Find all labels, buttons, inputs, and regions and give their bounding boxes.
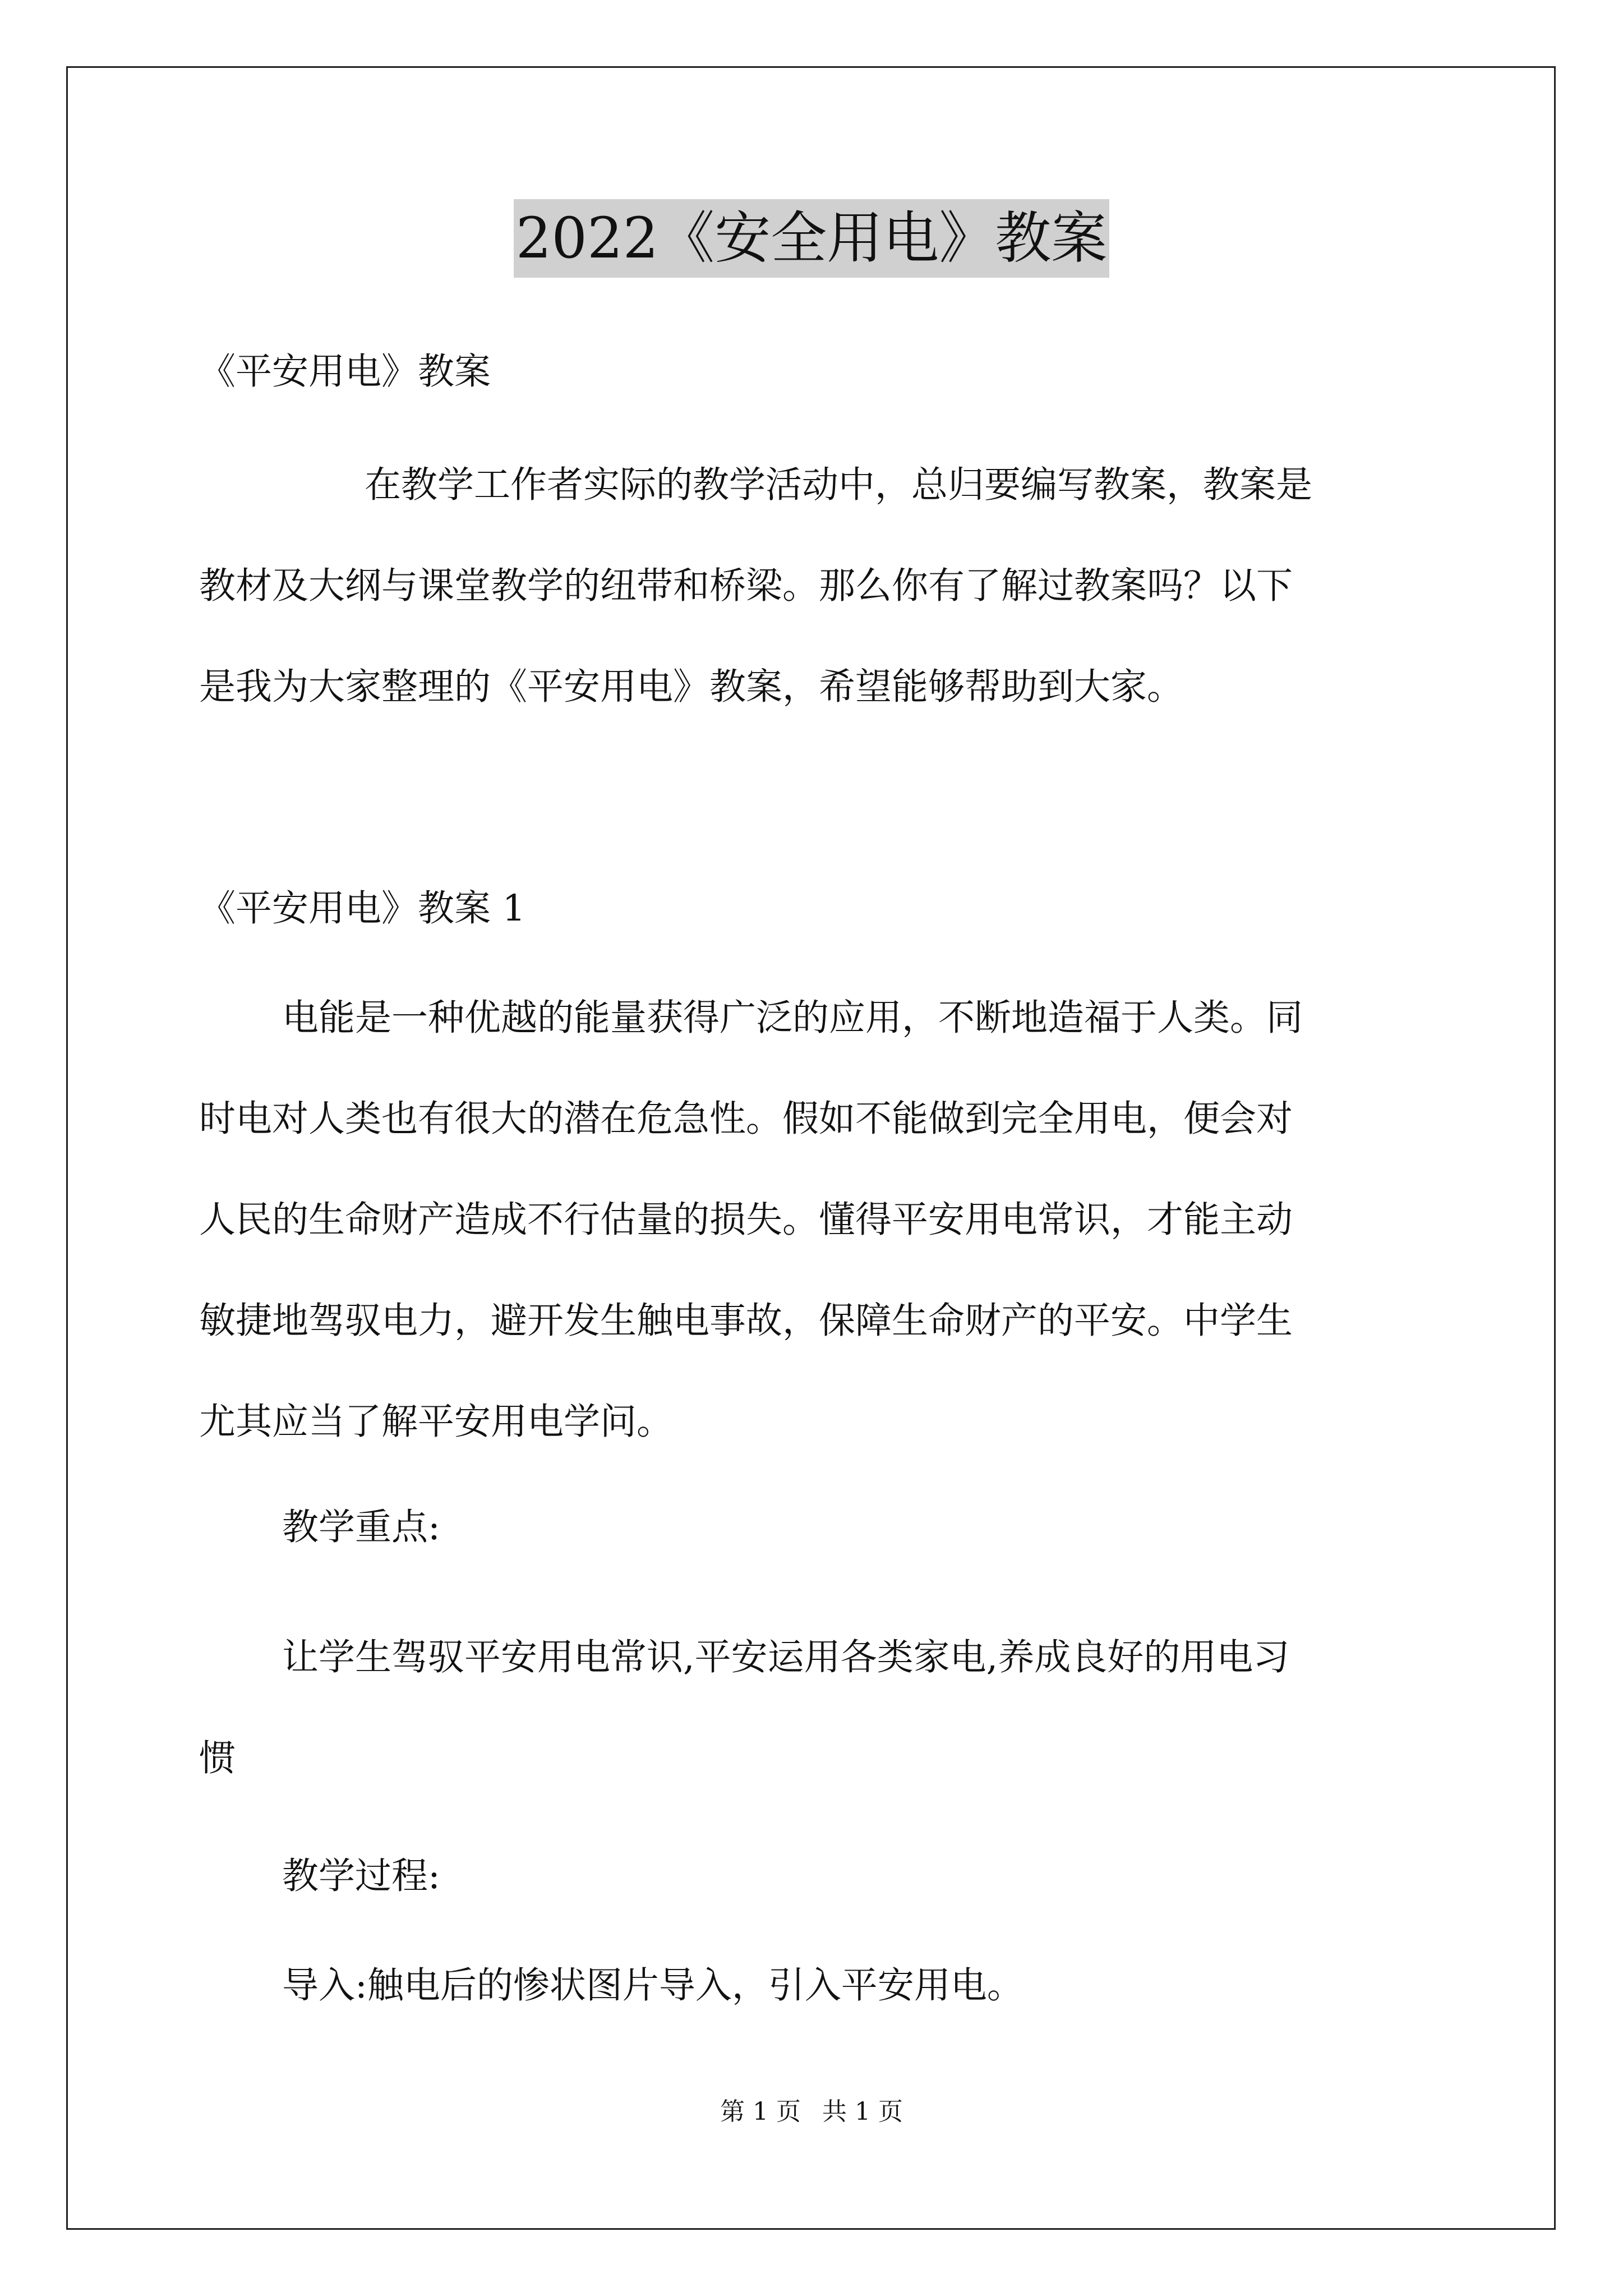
key-points-line-2: 惯 (199, 1737, 236, 1779)
key-points-line-1: 让学生驾驭平安用电常识,平安运用各类家电,养成良好的用电习 (282, 1636, 1290, 1678)
intro-line-3: 是我为大家整理的《平安用电》教案，希望能够帮助到大家。 (199, 666, 1184, 708)
key-points-label: 教学重点: (282, 1506, 440, 1548)
intro-line-2: 教材及大纲与课堂教学的纽带和桥梁。那么你有了解过教案吗？以下 (199, 565, 1293, 607)
document-title: 2022《安全用电》教案 (514, 199, 1110, 278)
page-number: 第 1 页 (720, 2097, 801, 2126)
para1-line-1: 电能是一种优越的能量获得广泛的应用，不断地造福于人类。同 (282, 997, 1303, 1039)
subtitle: 《平安用电》教案 (199, 351, 491, 393)
para1-line-5: 尤其应当了解平安用电学问。 (199, 1401, 674, 1443)
process-label: 教学过程: (282, 1855, 440, 1897)
para1-line-3: 人民的生命财产造成不行估量的损失。懂得平安用电常识，才能主动 (199, 1199, 1293, 1241)
para1-line-2: 时电对人类也有很大的潜在危急性。假如不能做到完全用电，便会对 (199, 1098, 1293, 1140)
page-total: 共 1 页 (822, 2097, 903, 2126)
intro-line-1: 在教学工作者实际的教学活动中，总归要编写教案，教案是 (365, 464, 1313, 506)
section-heading: 《平安用电》教案 1 (199, 887, 526, 930)
page-footer (0, 2095, 1623, 2129)
intro-step: 导入:触电后的惨状图片导入，引入平安用电。 (282, 1964, 1023, 2007)
para1-line-4: 敏捷地驾驭电力，避开发生触电事故，保障生命财产的平安。中学生 (199, 1300, 1293, 1342)
document-title-wrapper (0, 199, 1623, 278)
